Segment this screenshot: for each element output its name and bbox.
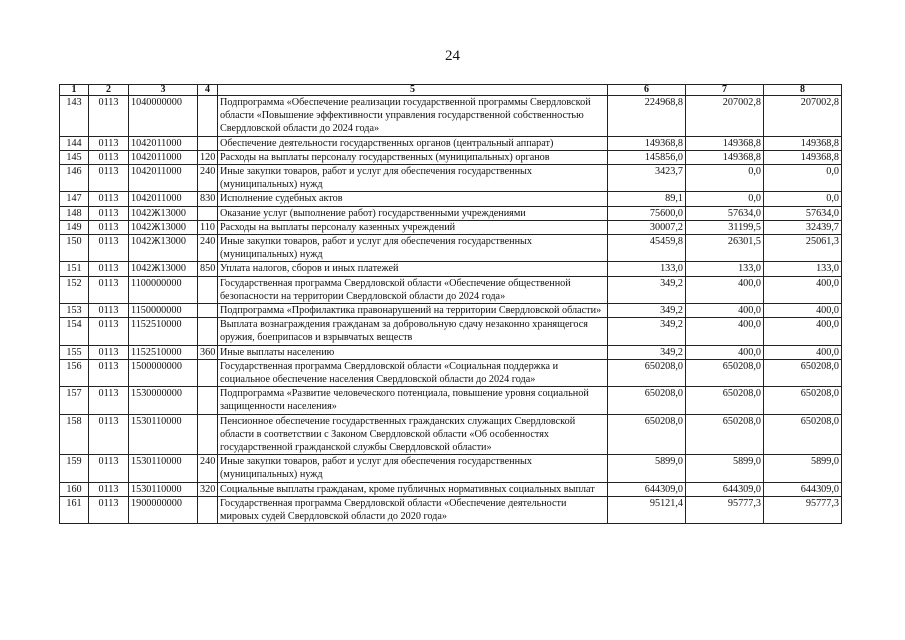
row-number: 154	[60, 318, 89, 345]
amount-column-7: 95777,3	[686, 496, 764, 523]
target-item-code: 1042Ж13000	[129, 235, 198, 262]
section-code: 0113	[89, 276, 129, 303]
target-item-code: 1042011000	[129, 150, 198, 164]
item-name: Пенсионное обеспечение государственных гражданских служащих Свердловской области в соответствии с Законом Свердловской области «Об особенностях государственной гражданской службы Свердловской области»	[218, 414, 608, 455]
item-name: Иные закупки товаров, работ и услуг для обеспечения государственных (муниципальных) нужд	[218, 165, 608, 192]
amount-column-8: 32439,7	[764, 220, 842, 234]
amount-column-8: 650208,0	[764, 414, 842, 455]
table-row	[60, 192, 842, 206]
amount-column-7: 149368,8	[686, 136, 764, 150]
target-item-code: 1042011000	[129, 136, 198, 150]
row-number: 159	[60, 455, 89, 482]
target-item-code: 1530110000	[129, 414, 198, 455]
table-row	[60, 136, 842, 150]
section-code: 0113	[89, 136, 129, 150]
amount-column-7: 644309,0	[686, 482, 764, 496]
expense-type-code: 240	[198, 455, 218, 482]
target-item-code: 1150000000	[129, 304, 198, 318]
expense-type-code: 110	[198, 220, 218, 234]
item-name: Расходы на выплаты персоналу казенных учреждений	[218, 220, 608, 234]
expense-type-code: 830	[198, 192, 218, 206]
row-number: 156	[60, 359, 89, 386]
target-item-code: 1530000000	[129, 387, 198, 414]
row-number: 158	[60, 414, 89, 455]
column-header: 8	[764, 85, 842, 96]
amount-column-6: 145856,0	[608, 150, 686, 164]
row-number: 145	[60, 150, 89, 164]
section-code: 0113	[89, 345, 129, 359]
expense-type-code: 120	[198, 150, 218, 164]
section-code: 0113	[89, 414, 129, 455]
target-item-code: 1500000000	[129, 359, 198, 386]
row-number: 149	[60, 220, 89, 234]
amount-column-7: 0,0	[686, 192, 764, 206]
table-row	[60, 455, 842, 482]
item-name: Государственная программа Свердловской области «Социальная поддержка и социальное обеспечение населения Свердловской области до 2024 года»	[218, 359, 608, 386]
amount-column-8: 149368,8	[764, 136, 842, 150]
row-number: 148	[60, 206, 89, 220]
amount-column-6: 149368,8	[608, 136, 686, 150]
item-name: Иные закупки товаров, работ и услуг для обеспечения государственных (муниципальных) нужд	[218, 455, 608, 482]
amount-column-6: 349,2	[608, 318, 686, 345]
amount-column-7: 57634,0	[686, 206, 764, 220]
amount-column-8: 400,0	[764, 345, 842, 359]
amount-column-8: 25061,3	[764, 235, 842, 262]
amount-column-6: 650208,0	[608, 414, 686, 455]
target-item-code: 1040000000	[129, 96, 198, 137]
item-name: Иные выплаты населению	[218, 345, 608, 359]
item-name: Исполнение судебных актов	[218, 192, 608, 206]
amount-column-8: 400,0	[764, 304, 842, 318]
amount-column-7: 133,0	[686, 262, 764, 276]
table-row	[60, 482, 842, 496]
amount-column-7: 400,0	[686, 276, 764, 303]
amount-column-8: 644309,0	[764, 482, 842, 496]
item-name: Расходы на выплаты персоналу государственных (муниципальных) органов	[218, 150, 608, 164]
amount-column-8: 400,0	[764, 276, 842, 303]
section-code: 0113	[89, 359, 129, 386]
amount-column-6: 133,0	[608, 262, 686, 276]
amount-column-7: 650208,0	[686, 414, 764, 455]
table-row	[60, 165, 842, 192]
table-row	[60, 96, 842, 137]
row-number: 152	[60, 276, 89, 303]
target-item-code: 1530110000	[129, 482, 198, 496]
table-row	[60, 496, 842, 523]
expense-type-code	[198, 496, 218, 523]
row-number: 155	[60, 345, 89, 359]
table-row	[60, 150, 842, 164]
item-name: Социальные выплаты гражданам, кроме публичных нормативных социальных выплат	[218, 482, 608, 496]
amount-column-6: 5899,0	[608, 455, 686, 482]
table-row	[60, 359, 842, 386]
amount-column-7: 400,0	[686, 318, 764, 345]
item-name: Иные закупки товаров, работ и услуг для обеспечения государственных (муниципальных) нужд	[218, 235, 608, 262]
section-code: 0113	[89, 150, 129, 164]
amount-column-8: 207002,8	[764, 96, 842, 137]
section-code: 0113	[89, 165, 129, 192]
amount-column-7: 26301,5	[686, 235, 764, 262]
section-code: 0113	[89, 304, 129, 318]
amount-column-8: 650208,0	[764, 387, 842, 414]
expense-type-code	[198, 276, 218, 303]
item-name: Оказание услуг (выполнение работ) государственными учреждениями	[218, 206, 608, 220]
amount-column-6: 45459,8	[608, 235, 686, 262]
row-number: 153	[60, 304, 89, 318]
section-code: 0113	[89, 318, 129, 345]
amount-column-8: 650208,0	[764, 359, 842, 386]
expense-type-code: 320	[198, 482, 218, 496]
section-code: 0113	[89, 206, 129, 220]
amount-column-7: 149368,8	[686, 150, 764, 164]
row-number: 151	[60, 262, 89, 276]
table-row	[60, 276, 842, 303]
amount-column-6: 650208,0	[608, 387, 686, 414]
row-number: 146	[60, 165, 89, 192]
item-name: Государственная программа Свердловской области «Обеспечение деятельности мировых судей Свердловской области до 2020 года»	[218, 496, 608, 523]
expense-type-code: 240	[198, 235, 218, 262]
target-item-code: 1042Ж13000	[129, 206, 198, 220]
target-item-code: 1530110000	[129, 455, 198, 482]
amount-column-8: 0,0	[764, 165, 842, 192]
amount-column-6: 3423,7	[608, 165, 686, 192]
amount-column-8: 149368,8	[764, 150, 842, 164]
page-number: 24	[445, 48, 460, 64]
row-number: 157	[60, 387, 89, 414]
row-number: 161	[60, 496, 89, 523]
target-item-code: 1042011000	[129, 192, 198, 206]
column-header: 2	[89, 85, 129, 96]
item-name: Выплата вознаграждения гражданам за добровольную сдачу незаконно хранящегося оружия, боеприпасов и взрывчатых веществ	[218, 318, 608, 345]
table-row	[60, 235, 842, 262]
amount-column-6: 650208,0	[608, 359, 686, 386]
column-header: 4	[198, 85, 218, 96]
section-code: 0113	[89, 220, 129, 234]
table-row	[60, 387, 842, 414]
amount-column-6: 349,2	[608, 276, 686, 303]
expense-type-code	[198, 304, 218, 318]
table-row	[60, 345, 842, 359]
amount-column-7: 31199,5	[686, 220, 764, 234]
row-number: 144	[60, 136, 89, 150]
amount-column-6: 644309,0	[608, 482, 686, 496]
table-header-row	[60, 85, 842, 96]
row-number: 143	[60, 96, 89, 137]
section-code: 0113	[89, 482, 129, 496]
target-item-code: 1152510000	[129, 318, 198, 345]
amount-column-6: 30007,2	[608, 220, 686, 234]
amount-column-7: 5899,0	[686, 455, 764, 482]
item-name: Подпрограмма «Обеспечение реализации государственной программы Свердловской области «Повышение эффективности управления государственной собственностью Свердловской области до 2024 года»	[218, 96, 608, 137]
amount-column-8: 0,0	[764, 192, 842, 206]
column-header: 5	[218, 85, 608, 96]
target-item-code: 1042011000	[129, 165, 198, 192]
column-header: 1	[60, 85, 89, 96]
item-name: Государственная программа Свердловской области «Обеспечение общественной безопасности на территории Свердловской области до 2024 года»	[218, 276, 608, 303]
column-header: 7	[686, 85, 764, 96]
expense-type-code	[198, 387, 218, 414]
amount-column-8: 400,0	[764, 318, 842, 345]
column-header: 6	[608, 85, 686, 96]
amount-column-7: 650208,0	[686, 387, 764, 414]
amount-column-8: 57634,0	[764, 206, 842, 220]
expense-type-code	[198, 414, 218, 455]
target-item-code: 1900000000	[129, 496, 198, 523]
section-code: 0113	[89, 455, 129, 482]
table-row	[60, 220, 842, 234]
section-code: 0113	[89, 262, 129, 276]
section-code: 0113	[89, 235, 129, 262]
section-code: 0113	[89, 192, 129, 206]
expense-type-code	[198, 359, 218, 386]
budget-table	[59, 84, 842, 524]
amount-column-8: 95777,3	[764, 496, 842, 523]
target-item-code: 1042Ж13000	[129, 220, 198, 234]
amount-column-7: 0,0	[686, 165, 764, 192]
table-row	[60, 318, 842, 345]
amount-column-7: 400,0	[686, 304, 764, 318]
item-name: Подпрограмма «Развитие человеческого потенциала, повышение уровня социальной защищенности населения»	[218, 387, 608, 414]
expense-type-code	[198, 206, 218, 220]
amount-column-6: 75600,0	[608, 206, 686, 220]
expense-type-code	[198, 136, 218, 150]
target-item-code: 1100000000	[129, 276, 198, 303]
amount-column-6: 349,2	[608, 304, 686, 318]
amount-column-8: 5899,0	[764, 455, 842, 482]
row-number: 160	[60, 482, 89, 496]
item-name: Подпрограмма «Профилактика правонарушений на территории Свердловской области»	[218, 304, 608, 318]
section-code: 0113	[89, 496, 129, 523]
row-number: 150	[60, 235, 89, 262]
amount-column-7: 207002,8	[686, 96, 764, 137]
table-row	[60, 262, 842, 276]
item-name: Обеспечение деятельности государственных органов (центральный аппарат)	[218, 136, 608, 150]
section-code: 0113	[89, 387, 129, 414]
expense-type-code	[198, 96, 218, 137]
amount-column-6: 349,2	[608, 345, 686, 359]
amount-column-7: 400,0	[686, 345, 764, 359]
expense-type-code: 850	[198, 262, 218, 276]
table-row	[60, 206, 842, 220]
amount-column-7: 650208,0	[686, 359, 764, 386]
expense-type-code	[198, 318, 218, 345]
table-row	[60, 414, 842, 455]
item-name: Уплата налогов, сборов и иных платежей	[218, 262, 608, 276]
amount-column-8: 133,0	[764, 262, 842, 276]
amount-column-6: 95121,4	[608, 496, 686, 523]
row-number: 147	[60, 192, 89, 206]
amount-column-6: 224968,8	[608, 96, 686, 137]
target-item-code: 1152510000	[129, 345, 198, 359]
expense-type-code: 360	[198, 345, 218, 359]
table-body	[60, 96, 842, 524]
target-item-code: 1042Ж13000	[129, 262, 198, 276]
expense-type-code: 240	[198, 165, 218, 192]
column-header: 3	[129, 85, 198, 96]
section-code: 0113	[89, 96, 129, 137]
amount-column-6: 89,1	[608, 192, 686, 206]
table-row	[60, 304, 842, 318]
